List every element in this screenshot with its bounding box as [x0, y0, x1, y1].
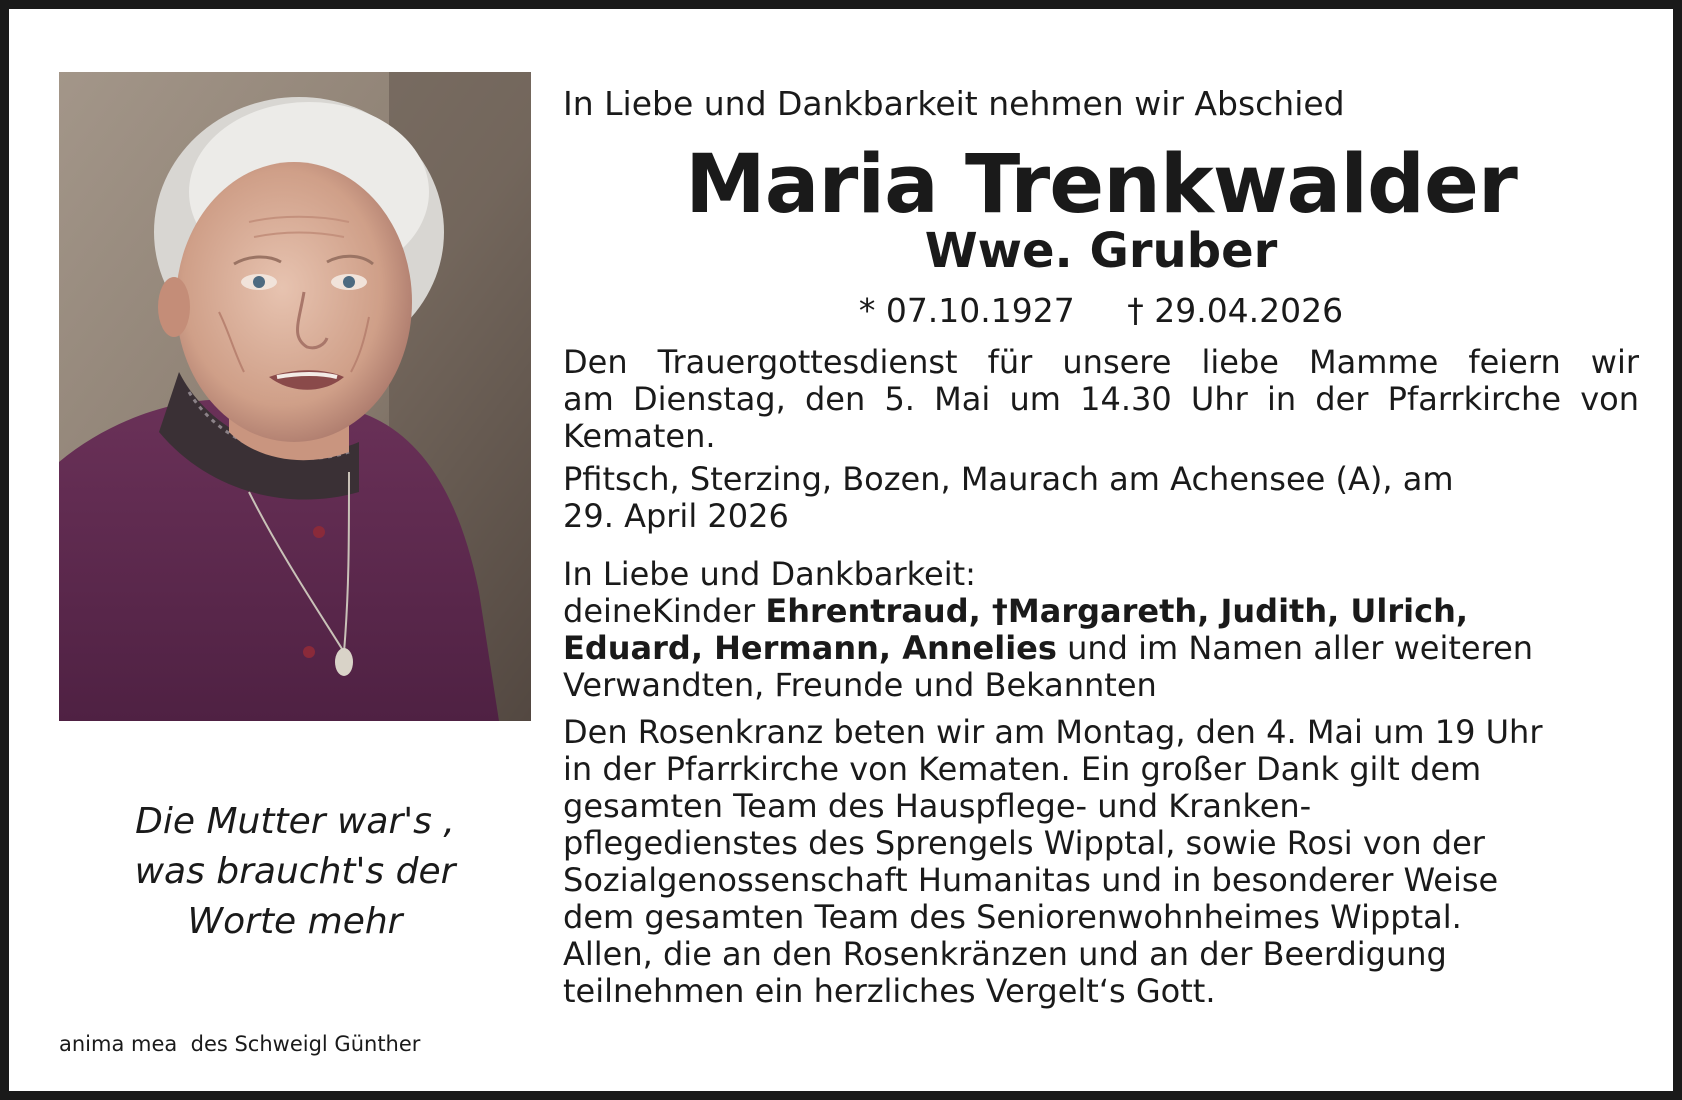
birth-date: * 07.10.1927 [858, 291, 1075, 330]
children-names: Eduard, Hermann, Annelies [563, 629, 1057, 667]
text-line: gesamten Team des Hauspflege- und Kranken- [563, 787, 1312, 825]
text-line: pflegedienstes des Sprengels Wipptal, sowie Rosi von der [563, 824, 1485, 862]
text-line: am Dienstag, den 5. Mai um 14.30 Uhr in der Pfarrkirche von [563, 380, 1639, 418]
text-line: Den Rosenkranz beten wir am Montag, den 4. Mai um 19 Uhr [563, 713, 1543, 751]
portrait-photo [59, 72, 531, 721]
children-prefix: deineKinder [563, 592, 766, 630]
funeral-mass-paragraph [563, 344, 1639, 455]
text-line [563, 593, 1639, 630]
text-line [563, 630, 1639, 667]
deceased-subname: Wwe. Gruber [924, 223, 1278, 279]
portrait-illustration [59, 72, 531, 721]
intro-line: In Liebe und Dankbarkeit nehmen wir Abschied [563, 84, 1345, 123]
text-line: Pfitsch, Sterzing, Bozen, Maurach am Achensee (A), am [563, 460, 1454, 498]
deceased-name: Maria Trenkwalder [685, 138, 1517, 232]
text-line: Allen, die an den Rosenkränzen und an der Beerdigung [563, 935, 1447, 973]
text-line: teilnehmen ein herzliches Vergelt‘s Gott. [563, 972, 1216, 1010]
memorial-quote [59, 797, 531, 947]
rosary-thanks-paragraph [563, 714, 1639, 1010]
text-line: in der Pfarrkirche von Kematen. Ein großer Dank gilt dem [563, 750, 1482, 788]
text-line: 29. April 2026 [563, 497, 789, 535]
quote-line: Die Mutter war's , [135, 801, 455, 842]
life-dates [563, 289, 1639, 333]
quote-line: was braucht's der [134, 851, 456, 892]
family-paragraph [563, 556, 1639, 704]
quote-line: Worte mehr [187, 901, 403, 942]
death-date: † 29.04.2026 [1127, 291, 1344, 330]
family-heading: In Liebe und Dankbarkeit: [563, 555, 976, 593]
credit-line: anima mea des Schweigl Günther [59, 1032, 421, 1056]
places-paragraph [563, 461, 1639, 535]
text-line: Kematen. [563, 417, 716, 455]
text-line: Verwandten, Freunde und Bekannten [563, 666, 1157, 704]
relatives-suffix: und im Namen aller weiteren [1056, 629, 1534, 667]
text-line: Den Trauergottesdienst für unsere liebe Mamme feiern wir [563, 343, 1639, 381]
text-line: Sozialgenossenschaft Humanitas und in besonderer Weise [563, 861, 1499, 899]
text-line: dem gesamten Team des Seniorenwohnheimes Wipptal. [563, 898, 1462, 936]
children-names: Ehrentraud, †Margareth, Judith, Ulrich, [765, 592, 1469, 630]
